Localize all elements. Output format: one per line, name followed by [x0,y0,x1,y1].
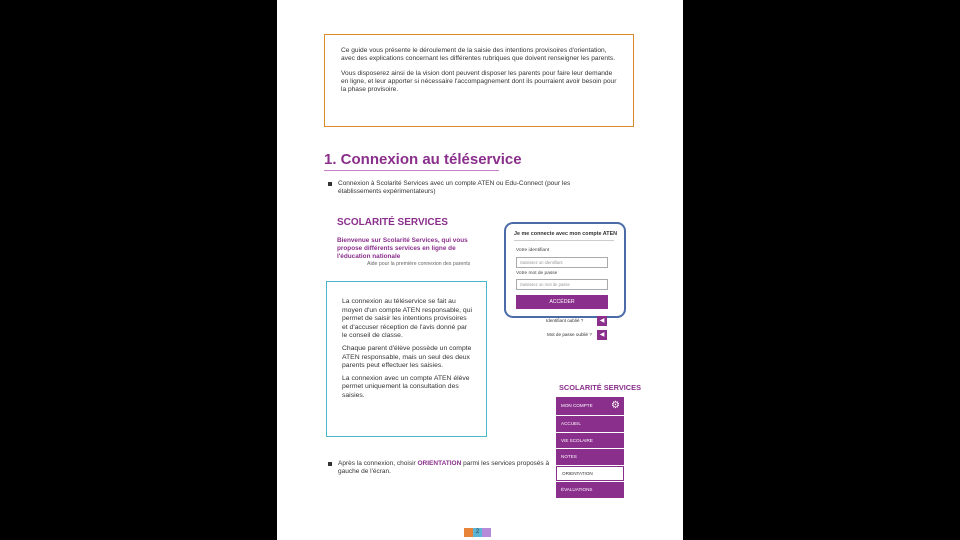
aten-login-panel [504,222,626,318]
info-paragraph-3: La connexion avec un compte ATEN élève permet uniquement la consultation des saisies. [342,374,470,399]
arrow-left-icon[interactable]: ◀ [597,316,607,326]
menu-item-label: ÉVALUATIONS [561,487,593,493]
info-paragraph-1: La connexion au téléservice se fait au moyen d'un compte ATEN responsable, qui permet de saisir les intentions provisoires et d'accuser réception de l'avis donné par le conseil de classe. [342,298,473,340]
services-menu [556,397,624,499]
menu-item-label: MON COMPTE [561,403,593,408]
access-button[interactable]: ACCÉDER [516,295,608,309]
intro-box [324,34,634,127]
menu-item-orientation[interactable] [556,466,624,482]
scolarite-services-logo: SCOLARITÉ SERVICES [337,217,448,228]
forgot-password-link[interactable]: Mot de passe oublié ? [547,332,592,337]
password-input[interactable]: Saisissez un mot de passe [516,279,608,290]
intro-paragraph-1: Ce guide vous présente le déroulement de la saisie des intentions provisoires d'orientation, avec des explications concernant les différentes rubriques que doivent renseigner les parents. [341,47,616,63]
password-label: Votre mot de passe [516,271,558,276]
menu-item-accueil[interactable] [556,416,624,432]
forgot-identifier-link[interactable]: Identifiant oublié ? [546,318,584,323]
bullet-connexion: Connexion à Scolarité Services avec un compte ATEN ou Edu-Connect (pour les établissements expérimentateurs) [328,180,598,196]
menu-item-evaluations[interactable] [556,482,624,498]
identifier-input[interactable]: Saisissez un identifiant [516,257,608,268]
page-number-footer [464,528,491,537]
identifier-label: Votre identifiant [516,248,550,253]
menu-item-notes[interactable] [556,449,624,465]
bullet-text-before: Après la connexion, choisir [338,460,418,467]
menu-item-mon-compte[interactable] [556,397,624,415]
first-connection-help-link[interactable]: Aide pour la première connexion des parents [367,261,471,267]
section-title: 1. Connexion au téléservice [324,151,522,168]
info-paragraph-2: Chaque parent d'élève possède un compte ATEN responsable, mais un seul des deux parents peut effectuer les saisies. [342,344,472,370]
footer-color-block [482,528,491,537]
menu-item-label: NOTES [561,454,577,460]
login-panel-title: Je me connecte avec mon compte ATEN [514,231,618,237]
intro-paragraph-2: Vous disposerez ainsi de la vision dont peuvent disposer les parents pour faire leur demande en ligne, et leur apporter si nécessaire l'accompagnement dont ils pourraient avoir besoin pour la phase provisoire. [341,69,617,94]
footer-color-block [464,528,473,537]
document-page [277,0,683,540]
page-number: 2 [473,528,482,537]
section-divider [324,170,499,171]
scolarite-services-menu-logo: SCOLARITÉ SERVICES [559,383,641,392]
menu-item-vie-scolaire[interactable] [556,433,624,449]
arrow-left-icon[interactable]: ◀ [597,330,607,340]
orientation-highlight: ORIENTATION [417,460,462,467]
login-divider [514,240,614,241]
welcome-text: Bienvenue sur Scolarité Services, qui vous propose différents services en ligne de l'éducation nationale [337,237,468,260]
info-box [326,281,487,437]
menu-item-label: ORIENTATION [562,470,593,476]
bullet-text-after: parmi les services proposés à gauche de l'écran. [338,460,550,476]
gear-icon[interactable]: ⚙ [611,400,620,411]
menu-item-label: VIE SCOLAIRE [561,437,593,443]
menu-item-label: ACCUEIL [561,421,581,426]
bullet-orientation [328,460,553,476]
